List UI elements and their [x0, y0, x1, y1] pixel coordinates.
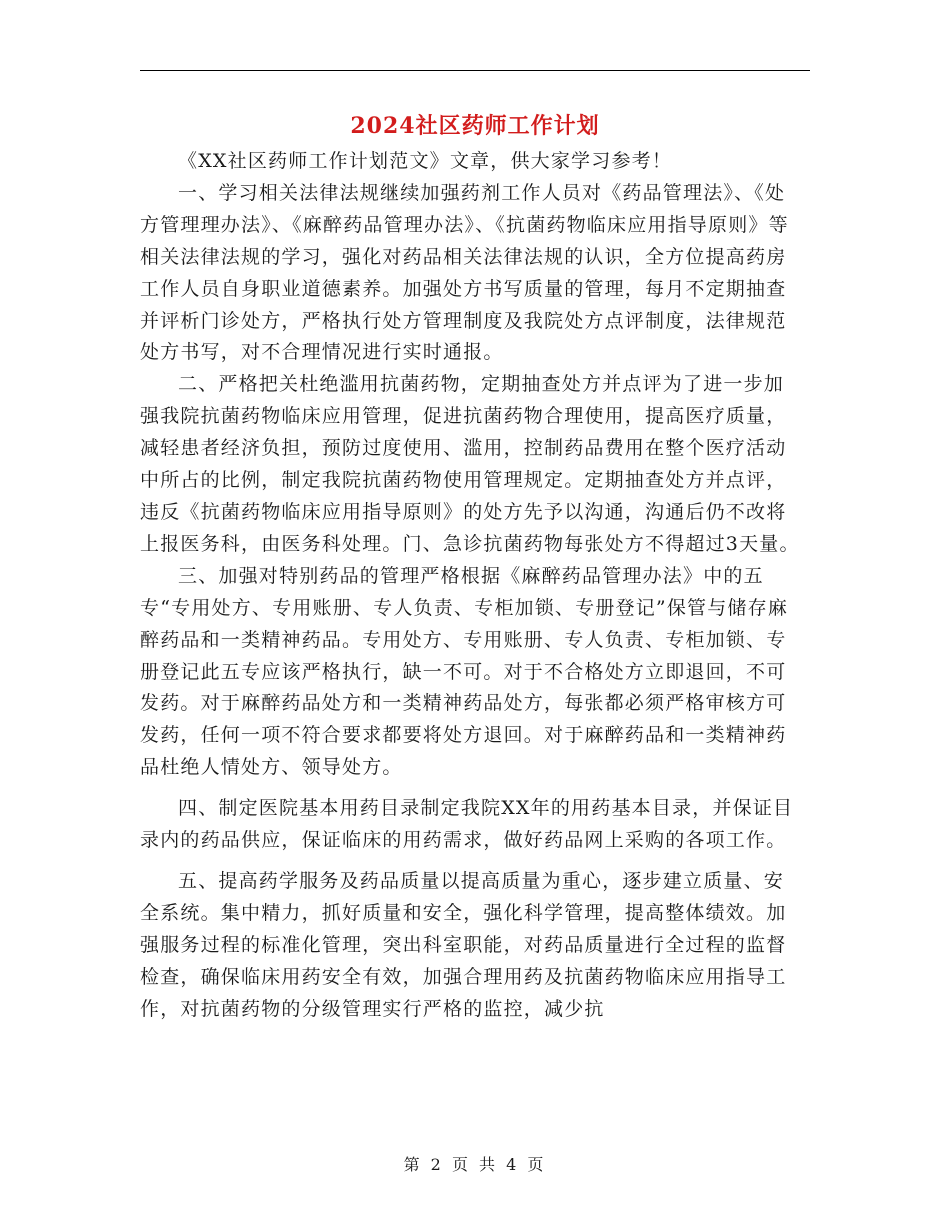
document-body — [140, 146, 800, 1025]
section-1-paragraph: 一、学习相关法律法规继续加强药剂工作人员对《药品管理法》、《处方管理理办法》、《麻醉药品管理办法》、《抗菌药物临床应用指导原则》等相关法律法规的学习，强化对药品相关法律法规的认识，全方位提高药房工作人员自身职业道德素养。加强处方书写质量的管理，每月不定期抽查并评析门诊处方，严格执行处方管理制度及我院处方点评制度，法律规范处方书写，对不合理情况进行实时通报。 — [140, 181, 789, 364]
section-5-paragraph: 五、提高药学服务及药品质量以提高质量为重心，逐步建立质量、安全系统。集中精力，抓好质量和安全，强化科学管理，提高整体绩效。加强服务过程的标准化管理，突出科室职能，对药品质量进行全过程的监督检查，确保临床用药安全有效，加强合理用药及抗菌药物临床应用指导工作，对抗菌药物的分级管理实行严格的监控，减少抗 — [140, 869, 787, 1020]
section-4-paragraph: 四、制定医院基本用药目录制定我院XX年的用药基本目录，并保证目录内的药品供应，保证临床的用药需求，做好药品网上采购的各项工作。 — [140, 797, 794, 852]
header-rule — [140, 70, 810, 71]
document-title: 2024社区药师工作计划 — [350, 113, 600, 139]
section-3-paragraph: 三、加强对特别药品的管理严格根据《麻醉药品管理办法》中的五专“专用处方、专用账册、专人负责、专柜加锁、专册登记”保管与储存麻醉药品和一类精神药品。专用处方、专用账册、专人负责、专柜加锁、专册登记此五专应该严格执行，缺一不可。对于不合格处方立即退回，不可发药。对于麻醉药品处方和一类精神药品处方，每张都必须严格审核方可发药，任何一项不符合要求都要将处方退回。对于麻醉药品和一类精神药品杜绝人情处方、领导处方。 — [140, 564, 789, 779]
section-2-paragraph: 二、严格把关杜绝滥用抗菌药物，定期抽查处方并点评为了进一步加强我院抗菌药物临床应用管理，促进抗菌药物合理使用，提高医疗质量，减轻患者经济负担，预防过度使用、滥用，控制药品费用在整个医疗活动中所占的比例，制定我院抗菌药物使用管理规定。定期抽查处方并点评，违反《抗菌药物临床应用指导原则》的处方先予以沟通，沟通后仍不改将上报医务科，由医务科处理。门、急诊抗菌药物每张处方不得超过3天量。 — [140, 373, 800, 555]
intro-paragraph: 《XX社区药师工作计划范文》文章，供大家学习参考！ — [178, 150, 673, 172]
page-number-footer: 第 2 页 共 4 页 — [403, 1155, 547, 1174]
